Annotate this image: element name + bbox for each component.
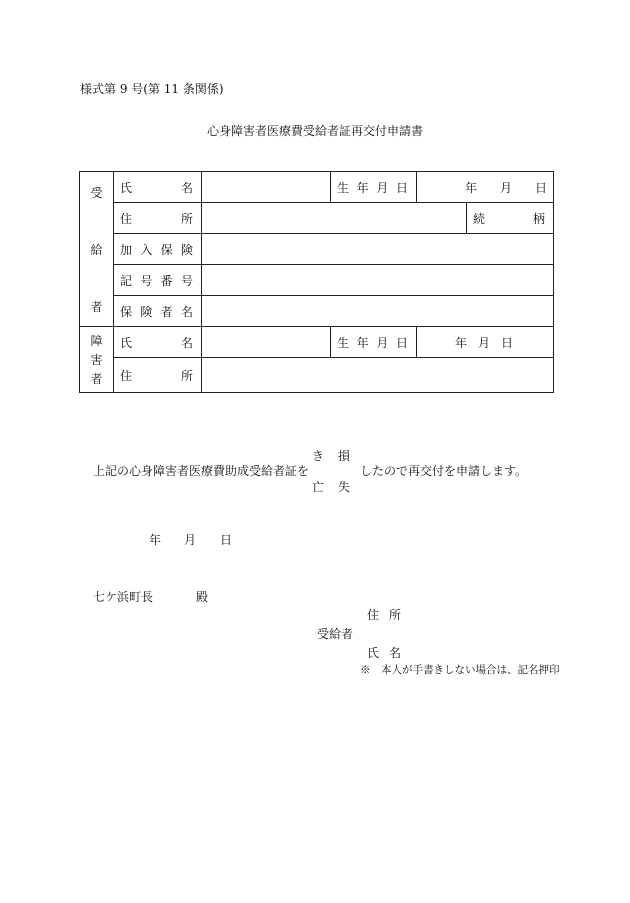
applicant-address-label-2: 所 [389,608,402,622]
disabled-birth-field[interactable]: 年 月 日 [417,327,554,358]
applicant-role: 受給者 [317,627,354,641]
applicant-name-label-2: 名 [389,646,402,660]
date-year: 年 [149,533,162,547]
disabled-address-label: 住 所 [114,358,202,393]
option-loss-2: 失 [338,480,351,494]
option-damage-1: き [312,449,325,463]
disabled-name-field[interactable] [202,327,331,358]
addressee-honorific: 殿 [196,590,209,604]
applicant-name-label-1: 氏 [367,646,380,660]
disabled-name-label: 氏 名 [114,327,202,358]
recipient-name-label: 氏 名 [114,172,202,203]
disabled-address-field[interactable] [202,358,554,393]
form-title: 心身障害者医療費受給者証再交付申請書 [206,124,423,138]
insurer-name-label: 保 険 者 名 [114,296,202,327]
date-month: 月 [184,533,197,547]
seal-note: ※ 本人が手書きしない場合は、記名押印 [360,664,560,676]
recipient-birth-label: 生 年 月 日 [331,172,417,203]
statement-pre: 上記の心身障害者医療費助成受給者証を [93,464,310,478]
disabled-birth-label: 生 年 月 日 [331,327,417,358]
symbol-number-field[interactable] [202,265,554,296]
recipient-birth-field[interactable]: 年 月 日 [417,172,554,203]
recipient-address-label: 住 所 [114,203,202,234]
option-loss-1: 亡 [312,480,325,494]
insurer-name-field[interactable] [202,296,554,327]
recipient-section-label: 受 給 者 [80,172,114,327]
addressee: 七ケ浜町長 [93,590,154,604]
statement-post: したので再交付を申請します。 [360,464,528,478]
relation-label: 続 柄 [467,203,554,234]
application-table [79,171,554,393]
recipient-name-field[interactable] [202,172,331,203]
form-number: 様式第 9 号(第 11 条関係) [80,82,224,96]
insurance-field[interactable] [202,234,554,265]
option-damage-2: 損 [338,449,351,463]
date-day: 日 [220,533,233,547]
disabled-section-label: 障 害 者 [80,327,114,393]
insurance-label: 加 入 保 険 [114,234,202,265]
recipient-address-field[interactable] [202,203,467,234]
symbol-number-label: 記 号 番 号 [114,265,202,296]
applicant-address-label-1: 住 [367,608,380,622]
